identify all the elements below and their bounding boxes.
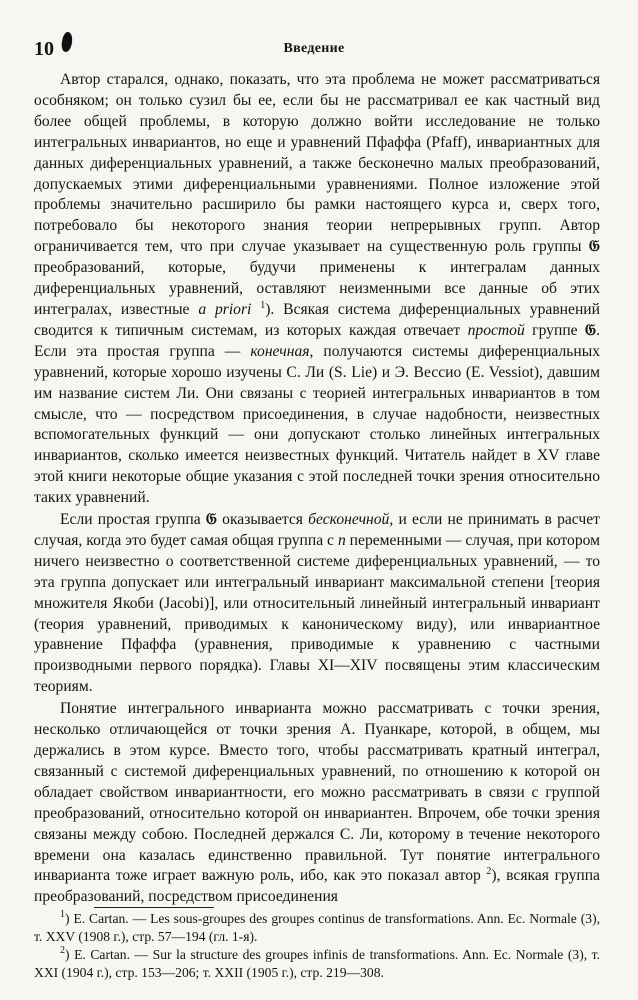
footnote-ref-2: 2 (486, 866, 492, 878)
footnotes (34, 907, 600, 982)
text-run: группе (524, 321, 585, 339)
text-run: Автор старался, однако, показать, что эта проблема не может рассматриваться особняком; он только сузил бы ее, если бы не рассматривал ее как частный вид более общей проблемы, в которую должно войти исследование не только интегральных инвариантов, но еще и уравнений Пфаффа (Pfaff), инвариантных для данных диференциальных уравнений, а также бесконечно малых преобразований, допускаемых этими диференциальными уравнениями. Полное изложение этой проблемы значительно расширило бы рамки настоящего курса и, сверх того, потребовало бы некоторого знания теории непрерывных групп. Автор ограничивается тем, что при случае указывает на существенную роль группы (34, 71, 600, 256)
variable-n: n (337, 531, 346, 549)
text-run: оказывается (216, 511, 309, 529)
text-run: преобразований, которые, будучи применены к интегралам данных диференциальных уравнений, оставляют неизменными все данные об этих интегралах, известные (34, 259, 600, 318)
footnote-rule (94, 907, 214, 908)
italic-konechnaya: конечная (250, 342, 310, 360)
group-symbol: 𝔊 (585, 321, 597, 339)
text-run: Понятие интегрального инварианта можно рассматривать с точки зрения, несколько отличающейся от точки зрения А. Пуанкаре, которой, в общем, мы держались в этом курсе. Вместо того, чтобы рассматривать кратный интеграл, связанный с системой диференциальных уравнений, по отношению к которой он обладает свойством инвариантности, его можно рассматривать в связи с группой преобразований, относительно которой он инвариантен. Впрочем, обе точки зрения связаны между собою. Последней держался С. Ли, которому в течение некоторого времени она казалась единственно правильной. Тут понятие интегрального инварианта тоже играет важную роль, ибо, как это показал автор (34, 700, 600, 885)
footnote-text-1: ) E. Cartan. — Les sous-groupes des groupes continus de transformations. Ann. Ec. Normale (3), т. XXV (1908 г.), стр. 57—194 (гл. 1-я). (34, 911, 600, 944)
paragraph-2 (34, 510, 600, 698)
text-run: . Если эта простая группа — (34, 321, 600, 360)
group-symbol: 𝔊 (588, 238, 600, 256)
paragraph-1 (34, 70, 600, 509)
text-run: ), всякая группа преобразований, посредством присоединения (34, 867, 600, 906)
group-symbol: 𝔊 (205, 511, 217, 529)
italic-beskonechnoy: бесконечной (308, 511, 390, 529)
footnote-mark-1: 1 (60, 909, 65, 920)
footnote-text-2: ) E. Cartan. — Sur la structure des groupes infinis de transformations. Ann. Ec. Normale (3), т. XXI (1904 г.), стр. 153—206; т. XXII (1905 г.), стр. 219—308. (34, 947, 600, 980)
text-run: Если простая группа (60, 511, 206, 529)
text-run: , и если не принимать в расчет случая, когда это будет самая общая группа с (34, 511, 600, 549)
footnote-1 (34, 910, 600, 946)
text-run: ). Всякая система диференциальных уравнений сводится к типичным системам, из которых каждая отвечает (34, 300, 600, 339)
italic-a-priori: a priori (198, 300, 252, 318)
text-run: , получаются системы диференциальных уравнений, которые хорошо изучены С. Ли (S. Lie) и Э. Вессио (E. Vessiot), давшим им название систем Ли. Они связаны с теорией интегральных инвариантов в том смысле, что — посредством присоединения, в случае надобности, неизвестных вспомогательных функций — они допускают столько линейных интегральных инвариантов, сколько имеется неизвестных функций. Читатель найдет в XV главе этой книги некоторые общие указания с этой последней точки зрения относительно таких уравнений. (34, 342, 600, 507)
footnote-ref-1: 1 (260, 299, 266, 311)
text-run: переменными — случая, при котором ничего неизвестно о соответственной системе диференциальных уравнений, — то эта группа допускает или интегральный инвариант максимальной степени [теория множителя Якоби (Jacobi)], или относительный линейный интегральный инвариант (теория уравнений, приводимых к каноническому виду), или инвариантное уравнение Пфаффа (уравнения, приводимые к уравнению с частными производными первого порядка). Главы XI—XIV посвящены этим классическим теориям. (34, 531, 600, 696)
footnote-mark-2: 2 (60, 945, 65, 956)
page-header (34, 38, 594, 62)
main-text (34, 70, 600, 909)
page-number: 10 (34, 38, 54, 60)
footnote-2 (34, 946, 600, 982)
running-title: Введение (283, 41, 345, 56)
italic-prostoy: простой (467, 321, 525, 339)
paragraph-3 (34, 699, 600, 908)
